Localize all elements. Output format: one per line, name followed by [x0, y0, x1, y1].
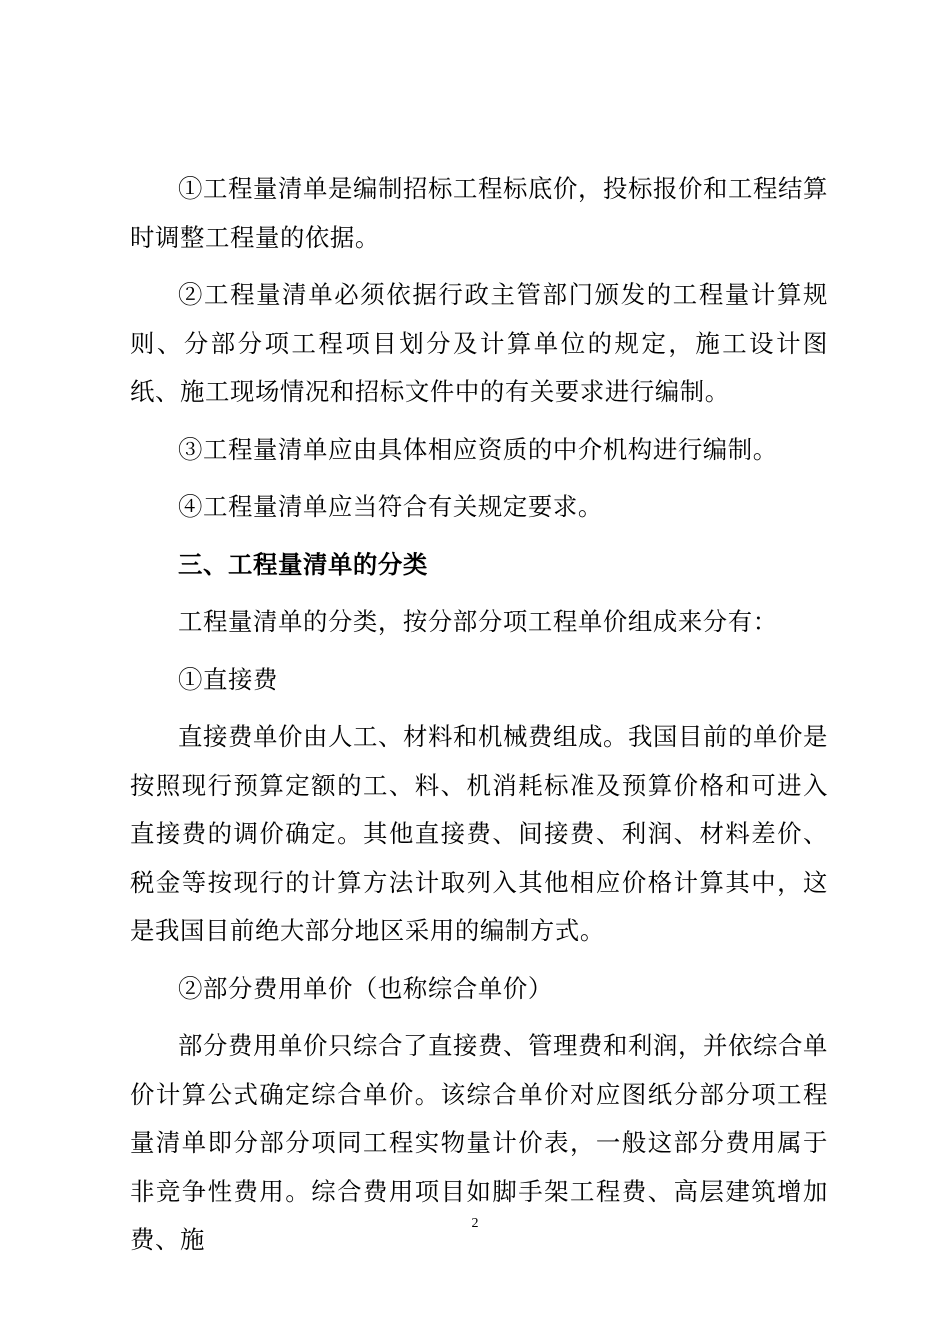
document-body	[130, 165, 828, 1274]
paragraph-direct-cost: 直接费单价由人工、材料和机械费组成。我国目前的单价是按照现行预算定额的工、料、机消耗标准及预算价格和可进入直接费的调价确定。其他直接费、间接费、利润、材料差价、税金等按现行的计算方法计取列入其他相应价格计算其中，这是我国目前绝大部分地区采用的编制方式。	[130, 722, 828, 945]
paragraph-classification-intro: 工程量清单的分类，按分部分项工程单价组成来分有：	[178, 607, 778, 636]
section-heading-classification: 三、工程量清单的分类	[178, 549, 428, 579]
paragraph-basis-item-2: ②工程量清单必须依据行政主管部门颁发的工程量计算规则、分部分项工程项目划分及计算单位的规定，施工设计图纸、施工现场情况和招标文件中的有关要求进行编制。	[130, 280, 828, 406]
subheading-partial-cost-unit-price: ②部分费用单价（也称综合单价）	[178, 973, 553, 1003]
paragraph-basis-item-3: ③工程量清单应由具体相应资质的中介机构进行编制。	[178, 434, 778, 464]
page-number: 2	[471, 1216, 479, 1231]
subheading-direct-cost: ①直接费	[178, 664, 278, 694]
paragraph-partial-cost-unit-price: 部分费用单价只综合了直接费、管理费和利润，并依综合单价计算公式确定综合单价。该综合单价对应图纸分部分项工程量清单即分部分项同工程实物量计价表，一般这部分费用属于非竞争性费用。综合费用项目如脚手架工程费、高层建筑增加费、施	[130, 1031, 828, 1254]
paragraph-basis-item-4: ④工程量清单应当符合有关规定要求。	[178, 492, 603, 521]
paragraph-basis-item-1: ①工程量清单是编制招标工程标底价，投标报价和工程结算时调整工程量的依据。	[130, 174, 828, 252]
